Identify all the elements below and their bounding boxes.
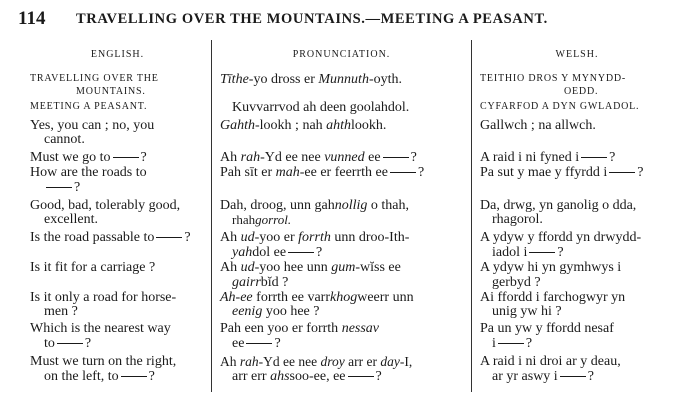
phrase-pronunciation: Pah een yoo er forrth nessav xyxy=(220,321,380,336)
phrase-english: Yes, you can ; no, you xyxy=(30,118,155,133)
phrase-welsh: Da, drwg, yn ganolig o dda, xyxy=(480,198,637,213)
pronunciation-column xyxy=(212,40,471,392)
english-column xyxy=(24,40,211,392)
pronunciation-column-header: PRONUNCIATION. xyxy=(292,49,391,60)
phrase-welsh: A raid i ni droi ar y deau, xyxy=(480,354,621,369)
phrase-english: to ? xyxy=(44,336,92,351)
phrase-table xyxy=(24,40,682,392)
phrase-welsh: unig yw hi ? xyxy=(492,304,562,319)
phrase-english: on the left, to ? xyxy=(44,369,155,384)
phrase-pronunciation: Ah rah-Yd ee nee droy arr er day-I, xyxy=(220,354,413,369)
phrase-pronunciation: arr err ahssoo-ee, ee ? xyxy=(232,369,382,384)
phrase-welsh: A raid i ni fyned i ? xyxy=(480,150,616,165)
phrase-pronunciation: ee ? xyxy=(232,336,281,351)
welsh-column xyxy=(472,40,682,392)
phrase-pronunciation: Dah, droog, unn gahnollig o thah, xyxy=(220,198,409,213)
section-title: TEITHIO DROS Y MYNYDD- xyxy=(480,73,627,84)
phrase-welsh: Pa sut y mae y ffyrdd i ? xyxy=(480,165,644,180)
phrase-english: cannot. xyxy=(44,132,85,147)
section-title: MEETING A PEASANT. xyxy=(30,101,148,112)
english-column-header: ENGLISH. xyxy=(90,49,145,60)
phrase-pronunciation: Ah ud-yoo er forrth unn droo-Ith- xyxy=(220,230,410,245)
welsh-column-header: WELSH. xyxy=(555,49,599,60)
phrase-pronunciation: eenig yoo hee ? xyxy=(232,304,320,319)
phrase-pronunciation: Kuvvarrvod ah deen goolahdol. xyxy=(232,100,410,115)
phrase-pronunciation: Ah rah-Yd ee nee vunned ee ? xyxy=(220,150,417,165)
phrase-english: Is it only a road for horse- xyxy=(30,290,177,305)
phrase-english: men ? xyxy=(44,304,78,319)
phrase-english: Must we turn on the right, xyxy=(30,354,177,369)
phrase-welsh: iadol i ? xyxy=(492,245,564,260)
phrase-pronunciation: Gahth-lookh ; nah ahthlookh. xyxy=(220,118,387,133)
phrase-english: Is it fit for a carriage ? xyxy=(30,260,156,275)
phrase-english: excellent. xyxy=(44,212,99,227)
phrase-welsh: ar yr aswy i ? xyxy=(492,369,594,384)
phrase-pronunciation: rhahgorrol. xyxy=(232,212,292,227)
phrase-welsh: i ? xyxy=(492,336,533,351)
phrase-welsh: A ydyw y ffordd yn drwydd- xyxy=(480,230,642,245)
phrase-pronunciation: Tīthe-yo dross er Munnuth-oyth. xyxy=(220,72,403,87)
phrase-pronunciation: yahdol ee ? xyxy=(232,245,323,260)
phrase-english: ? xyxy=(44,180,80,195)
phrase-welsh: Pa un yw y ffordd nesaf xyxy=(480,321,614,336)
phrase-english: Must we go to ? xyxy=(30,150,147,165)
section-title: OEDD. xyxy=(564,86,599,97)
phrase-english: Which is the nearest way xyxy=(30,321,171,336)
phrase-english: Good, bad, tolerably good, xyxy=(30,198,181,213)
section-title: MOUNTAINS. xyxy=(76,86,146,97)
running-head: TRAVELLING OVER THE MOUNTAINS.—MEETING A PEASANT. xyxy=(76,11,548,27)
page-number: 114 xyxy=(18,8,46,29)
phrase-welsh: rhagorol. xyxy=(492,212,543,227)
phrase-pronunciation: Ah ud-yoo hee unn gum-wĭss ee xyxy=(220,260,401,275)
phrase-pronunciation: gairrbĭd ? xyxy=(232,275,289,290)
phrase-english: How are the roads to xyxy=(30,165,147,180)
phrase-pronunciation: Pah sīt er mah-ee er feerrth ee ? xyxy=(220,165,425,180)
phrase-welsh: A ydyw hi yn gymhwys i xyxy=(480,260,622,275)
phrase-english: Is the road passable to ? xyxy=(30,230,191,245)
phrase-welsh: Ai ffordd i farchogwyr yn xyxy=(480,290,626,305)
phrase-welsh: Gallwch ; na allwch. xyxy=(480,118,596,133)
page-header xyxy=(18,8,678,34)
section-title: CYFARFOD A DYN GWLADOL. xyxy=(480,101,640,112)
phrase-welsh: gerbyd ? xyxy=(492,275,541,290)
section-title: TRAVELLING OVER THE xyxy=(30,73,159,84)
phrase-pronunciation: Ah-ee forrth ee varrkhogweerr unn xyxy=(220,290,414,305)
